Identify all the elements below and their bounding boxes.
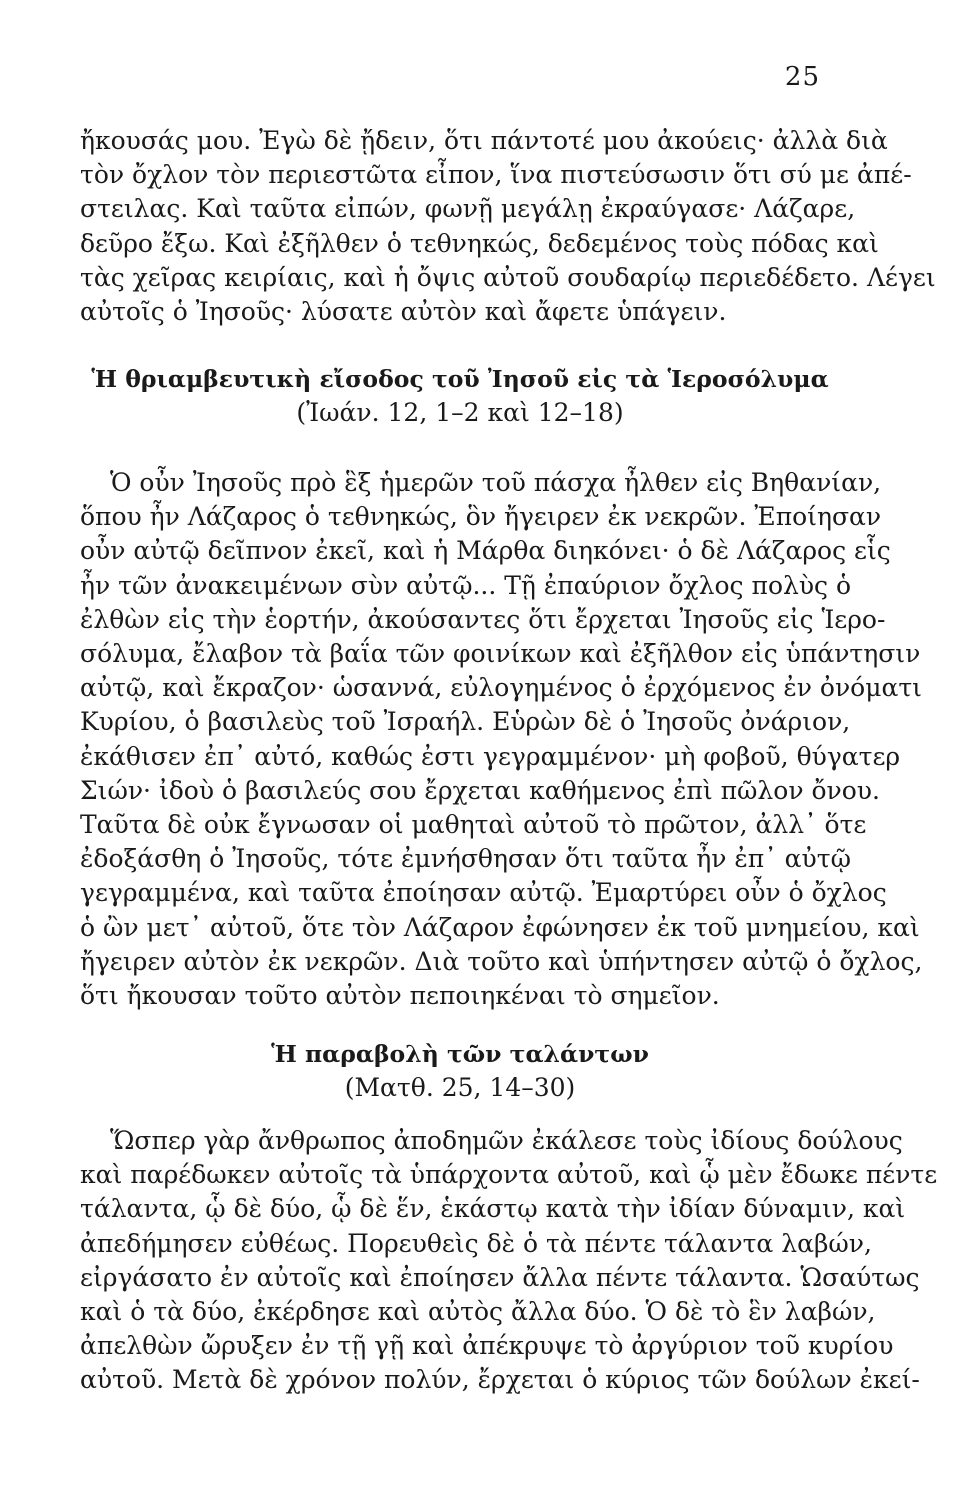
text-line: σόλυμα, ἔλαβον τὰ βαΐα τῶν φοινίκων καὶ ἐξῆλθον εἰς ὑπάντησιν: [80, 639, 921, 669]
text-line: γεγραμμένα, καὶ ταῦτα ἐποίησαν αὐτῷ. Ἐμαρτύρει οὖν ὁ ὄχλος: [80, 878, 887, 908]
text-line: τὸν ὄχλον τὸν περιεστῶτα εἶπον, ἵνα πιστεύσωσιν ὅτι σύ με ἀπέ-: [80, 160, 912, 190]
page-number: 25: [784, 62, 820, 92]
text-line: ὅπου ἦν Λάζαρος ὁ τεθνηκώς, ὃν ἤγειρεν ἐκ νεκρῶν. Ἐποίησαν: [80, 502, 882, 532]
section-heading-talents: [80, 1037, 840, 1105]
text-line: ἀπελθὼν ὤρυξεν ἐν τῇ γῇ καὶ ἀπέκρυψε τὸ ἀργύριον τοῦ κυρίου: [80, 1331, 894, 1361]
text-line: ἤκουσάς μου. Ἐγὼ δὲ ᾔδειν, ὅτι πάντοτέ μου ἀκούεις· ἀλλὰ διὰ: [80, 126, 888, 155]
text-line: αὐτῷ, καὶ ἔκραζον· ὡσαννά, εὐλογημένος ὁ ἐρχόμενος ἐν ὀνόματι: [80, 673, 922, 703]
section-heading-entry: [80, 362, 840, 430]
text-line: ὁ ὢν μετ᾿ αὐτοῦ, ὅτε τὸν Λάζαρον ἐφώνησεν ἐκ τοῦ μνημείου, καὶ: [80, 912, 920, 942]
text-line: καὶ ὁ τὰ δύο, ἐκέρδησε καὶ αὐτὸς ἄλλα δύο. Ὁ δὲ τὸ ἓν λαβών,: [80, 1297, 876, 1327]
text-line: ἤγειρεν αὐτὸν ἐκ νεκρῶν. Διὰ τοῦτο καὶ ὑπήντησεν αὐτῷ ὁ ὄχλος,: [80, 946, 923, 976]
section-reference: (Ματθ. 25, 14–30): [344, 1073, 576, 1102]
text-line: οὖν αὐτῷ δεῖπνον ἐκεῖ, καὶ ἡ Μάρθα διηκόνει· ὁ δὲ Λάζαρος εἷς: [80, 536, 891, 566]
paragraph-entry: [80, 466, 923, 1013]
text-line: ὅτι ἤκουσαν τοῦτο αὐτὸν πεποιηκέναι τὸ σημεῖον.: [80, 981, 720, 1011]
text-line: καὶ παρέδωκεν αὐτοῖς τὰ ὑπάρχοντα αὐτοῦ, καὶ ᾧ μὲν ἔδωκε πέντε: [80, 1160, 938, 1190]
text-line: ἀπεδήμησεν εὐθέως. Πορευθεὶς δὲ ὁ τὰ πέντε τάλαντα λαβών,: [80, 1228, 872, 1258]
text-line: Σιών· ἰδοὺ ὁ βασιλεύς σου ἔρχεται καθήμενος ἐπὶ πῶλον ὄνου.: [80, 775, 880, 805]
section-reference: (Ἰωάν. 12, 1–2 καὶ 12–18): [296, 398, 624, 427]
text-line: αὐτοῦ. Μετὰ δὲ χρόνον πολύν, ἔρχεται ὁ κύριος τῶν δούλων ἐκεί-: [80, 1365, 920, 1395]
text-line: ἐλθὼν εἰς τὴν ἑορτήν, ἀκούσαντες ὅτι ἔρχεται Ἰησοῦς εἰς Ἱερο-: [80, 604, 886, 634]
paragraph-continuation: [80, 124, 936, 329]
text-line: ἦν τῶν ἀνακειμένων σὺν αὐτῷ... Τῇ ἐπαύριον ὄχλος πολὺς ὁ: [80, 570, 852, 600]
text-line: τάλαντα, ᾧ δὲ δύο, ᾧ δὲ ἕν, ἑκάστῳ κατὰ τὴν ἰδίαν δύναμιν, καὶ: [80, 1194, 906, 1224]
text-line: ἐκάθισεν ἐπ᾿ αὐτό, καθώς ἐστι γεγραμμένον· μὴ φοβοῦ, θύγατερ: [80, 741, 901, 771]
text-line: στειλας. Καὶ ταῦτα εἰπών, φωνῇ μεγάλῃ ἐκραύγασε· Λάζαρε,: [80, 194, 856, 224]
text-line: Κυρίου, ὁ βασιλεὺς τοῦ Ἰσραήλ. Εὑρὼν δὲ ὁ Ἰησοῦς ὀνάριον,: [80, 707, 851, 737]
section-title: Ἡ θριαμβευτικὴ εἴσοδος τοῦ Ἰησοῦ εἰς τὰ Ἱεροσόλυμα: [91, 365, 829, 393]
section-title: Ἡ παραβολὴ τῶν ταλάντων: [271, 1040, 649, 1068]
text-line: τὰς χεῖρας κειρίαις, καὶ ἡ ὄψις αὐτοῦ σουδαρίῳ περιεδέδετο. Λέγει: [80, 262, 936, 292]
text-line: εἰργάσατο ἐν αὐτοῖς καὶ ἐποίησεν ἄλλα πέντε τάλαντα. Ὡσαύτως: [80, 1262, 920, 1292]
text-line: Ὁ οὖν Ἰησοῦς πρὸ ἓξ ἡμερῶν τοῦ πάσχα ἦλθεν εἰς Βηθανίαν,: [110, 468, 882, 497]
text-line: Ταῦτα δὲ οὐκ ἔγνωσαν οἱ μαθηταὶ αὐτοῦ τὸ πρῶτον, ἀλλ᾿ ὅτε: [80, 810, 867, 840]
text-line: δεῦρο ἔξω. Καὶ ἐξῆλθεν ὁ τεθνηκώς, δεδεμένος τοὺς πόδας καὶ: [80, 228, 879, 258]
text-line: ἐδοξάσθη ὁ Ἰησοῦς, τότε ἐμνήσθησαν ὅτι ταῦτα ἦν ἐπ᾿ αὐτῷ: [80, 844, 851, 874]
text-line: αὐτοῖς ὁ Ἰησοῦς· λύσατε αὐτὸν καὶ ἄφετε ὑπάγειν.: [80, 297, 727, 327]
paragraph-talents: [80, 1124, 938, 1398]
text-line: Ὥσπερ γὰρ ἄνθρωπος ἀποδημῶν ἐκάλεσε τοὺς ἰδίους δούλους: [110, 1126, 903, 1155]
